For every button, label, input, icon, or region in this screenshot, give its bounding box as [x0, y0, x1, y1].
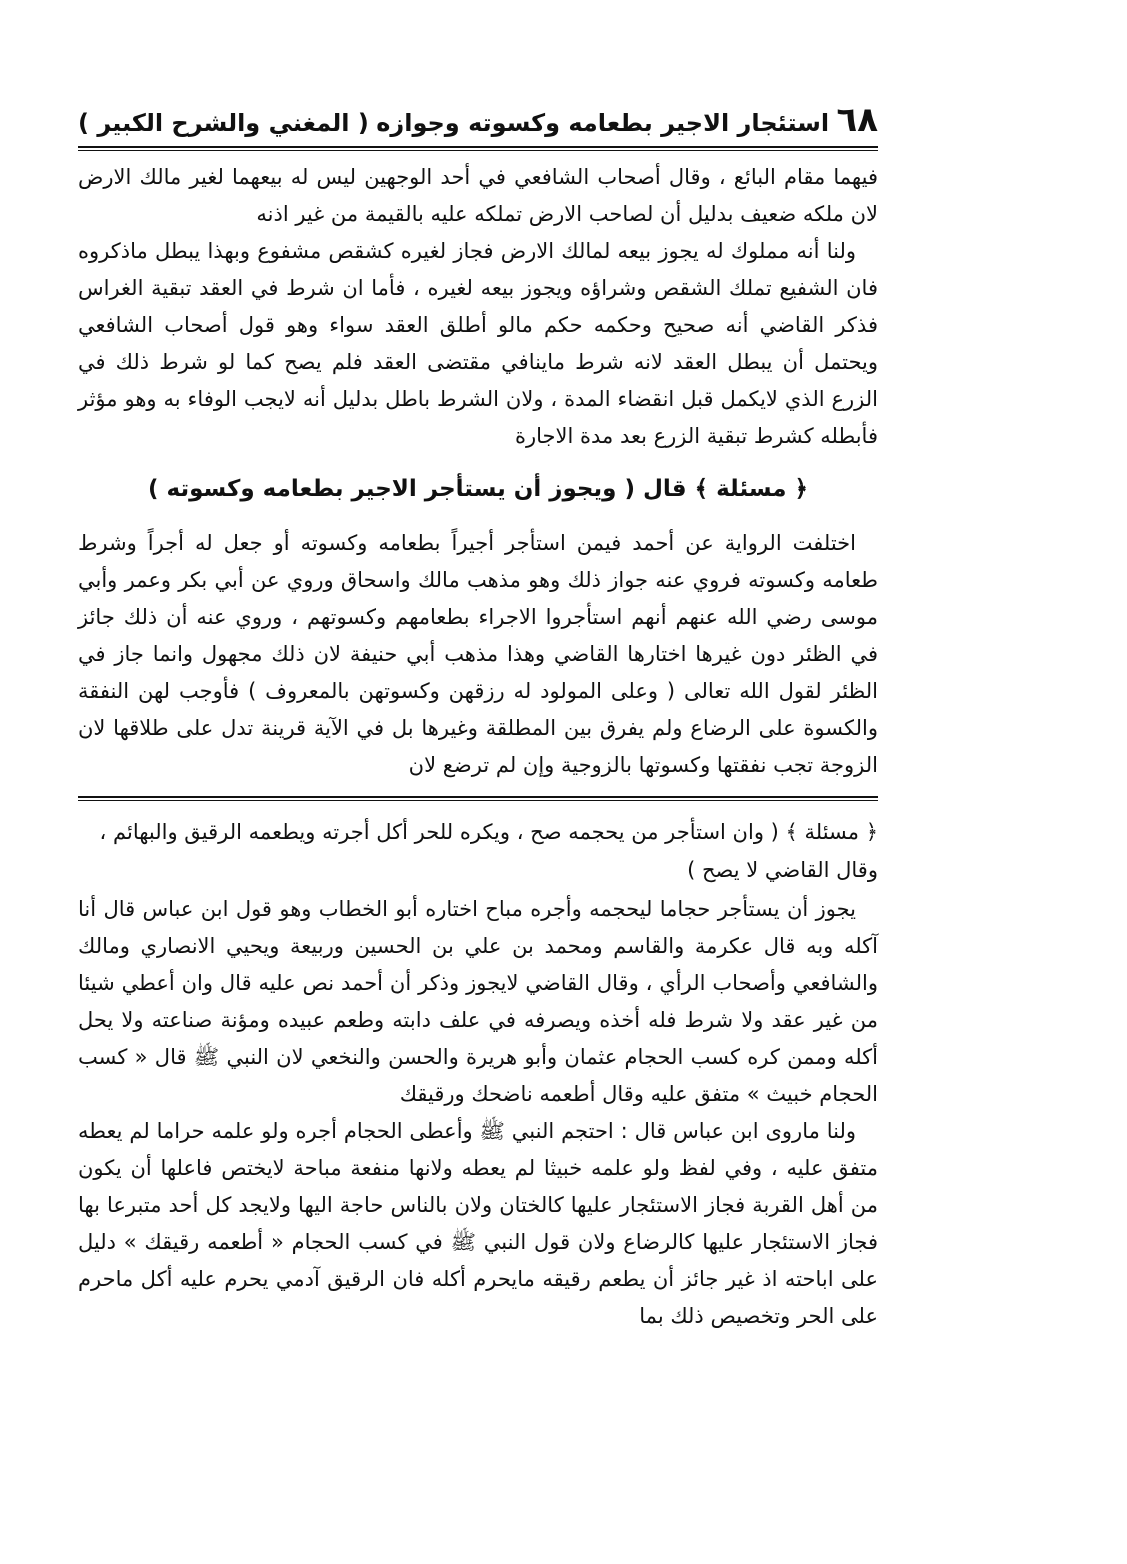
header-rule — [78, 146, 878, 151]
page-number: ٦٨ — [836, 100, 878, 140]
document-page — [78, 100, 878, 1335]
page-header — [78, 100, 878, 144]
chapter-title: استئجار الاجير بطعامه وكسوته وجوازه — [376, 109, 830, 137]
book-title: ( المغني والشرح الكبير ) — [78, 109, 369, 137]
masala-heading: ﴿ مسئلة ﴾ قال ( ويجوز أن يستأجر الاجير بطعامه وكسوته ) — [148, 476, 808, 502]
paragraph: يجوز أن يستأجر حجاما ليحجمه وأجره مباح اختاره أبو الخطاب وهو قول ابن عباس قال أنا آكله وبه قال عكرمة والقاسم ومحمد بن علي بن الحسين وربيعة ويحيي الانصاري ومالك والشافعي وأصحاب الرأي ، وقال القاضي لايجوز وذكر أن أحمد نص عليه قال وان أعطي شيئا من غير عقد ولا شرط فله أخذه ويصرفه في علف دابته وطعم عبيده ومؤنة صناعته ولا يحل أكله وممن كره كسب الحجام عثمان وأبو هريرة والحسن والنخعي لان النبي ﷺ قال « كسب الحجام خبيث » متفق عليه وقال أطعمه ناضحك ورقيقك — [78, 897, 878, 1106]
paragraph: ولنا ماروى ابن عباس قال : احتجم النبي ﷺ وأعطى الحجام أجره ولو علمه حراما لم يعطه متفق عليه ، وفي لفظ ولو علمه خبيثا لم يعطه ولانها منفعة مباحة لايختص فاعلها أن يكون من أهل القربة فجاز الاستئجار عليها كالختان ولان بالناس حاجة اليها ولايجد كل أحد متبرعا بها فجاز الاستئجار عليها كالرضاع ولان قول النبي ﷺ في كسب الحجام « أطعمه رقيقك » دليل على اباحته اذ غير جائز أن يطعم رقيقه مايحرم أكله فان الرقيق آدمي يحرم عليه أكل ماحرم على الحر وتخصيص ذلك بما — [78, 1119, 878, 1328]
paragraph: ولنا أنه مملوك له يجوز بيعه لمالك الارض فجاز لغيره كشقص مشفوع وبهذا يبطل ماذكروه فان الشفيع تملك الشقص وشراؤه ويجوز بيعه لغيره ، فأما ان شرط في العقد تبقية الغراس فذكر القاضي أنه صحيح وحكمه حكم مالو أطلق العقد سواء وهو قول أصحاب الشافعي ويحتمل أن يبطل العقد لانه شرط ماينافي مقتضى العقد فلم يصح كما لو شرط ذلك في الزرع الذي لايكمل قبل انقضاء المدة ، ولان الشرط باطل بدليل أنه لايجب الوفاء به وهو مؤثر فأبطله كشرط تبقية الزرع بعد مدة الاجارة — [78, 239, 878, 448]
paragraph: اختلفت الرواية عن أحمد فيمن استأجر أجيراً بطعامه وكسوته أو جعل له أجراً وشرط طعامه وكسوته فروي عنه جواز ذلك وهو مذهب مالك واسحاق وروي عن أبي بكر وعمر وأبي موسى رضي الله عنهم أنهم استأجروا الاجراء بطعامهم وكسوتهم ، وروي عنه أن ذلك جائز في الظئر دون غيرها اختارها القاضي وهذا مذهب أبي حنيفة لان ذلك مجهول وانما جاز في الظئر لقول الله تعالى ( وعلى المولود له رزقهن وكسوتهن بالمعروف ) فأوجب لهن النفقة والكسوة على الرضاع ولم يفرق بين المطلقة وغيرها بل في الآية قرينة تدل على طلاقها لان الزوجة تجب نفقتها وكسوتها بالزوجية وإن لم ترضع لان — [78, 531, 878, 777]
masala-heading: ﴿ مسئلة ﴾ ( وان استأجر من يحجمه صح ، ويكره للحر أكل أجرته ويطعمه الرقيق والبهائم ، وقال القاضي لا يصح ) — [99, 820, 878, 882]
paragraph: فيهما مقام البائع ، وقال أصحاب الشافعي في أحد الوجهين ليس له بيعهما لغير مالك الارض لان ملكه ضعيف بدليل أن لصاحب الارض تملكه عليه بالقيمة من غير اذنه — [78, 165, 878, 226]
section-rule — [78, 796, 878, 801]
